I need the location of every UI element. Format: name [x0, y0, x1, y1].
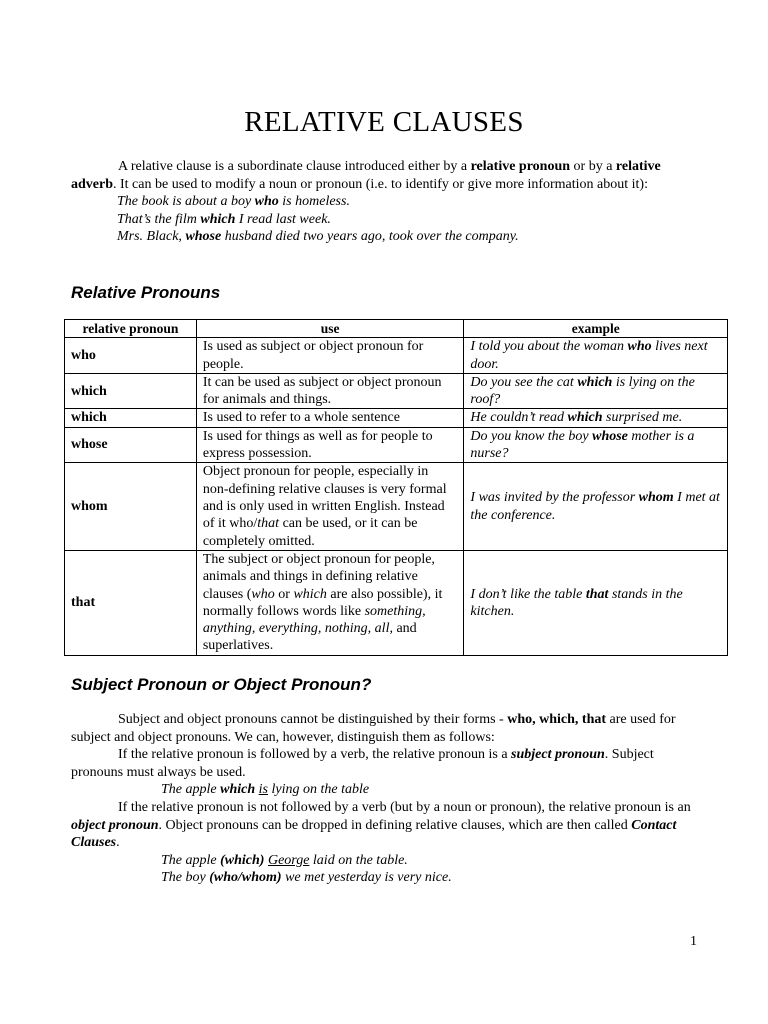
- object-example-2: The boy (who/whom) we met yesterday is very nice.: [161, 870, 452, 886]
- example-cell: Do you see the cat which is lying on the roof?: [464, 373, 728, 409]
- table-header: use: [196, 320, 464, 338]
- subject-object-section: [71, 711, 697, 887]
- document-title: RELATIVE CLAUSES: [244, 106, 524, 138]
- table-header: relative pronoun: [65, 320, 197, 338]
- example-cell: He couldn’t read which surprised me.: [464, 409, 728, 427]
- use-cell: Object pronoun for people, especially in non-defining relative clauses is very formal and is only used in written English. Instead of it who/that can be used, or it can be completely omitted.: [196, 463, 464, 550]
- pronoun-cell: whom: [65, 463, 197, 550]
- use-cell: It can be used as subject or object pronoun for animals and things.: [196, 373, 464, 409]
- intro-section: [71, 158, 697, 246]
- intro-example-2: That’s the film which I read last week.: [117, 211, 331, 227]
- body-paragraph-3: If the relative pronoun is not followed by a verb (but by a noun or pronoun), the relative pronoun is an object pronoun. Object pronouns can be dropped in defining relative clauses, which are then called Contact Clauses.: [71, 799, 691, 851]
- use-cell: The subject or object pronoun for people, animals and things in defining relative clauses (who or which are also possible), it normally follows words like something, anything, everything, nothing, all, and superlatives.: [196, 550, 464, 655]
- example-cell: I was invited by the professor whom I met at the conference.: [464, 463, 728, 550]
- example-cell: Do you know the boy whose mother is a nurse?: [464, 427, 728, 463]
- intro-paragraph: A relative clause is a subordinate clause introduced either by a relative pronoun or by a relative adverb. It can be used to modify a noun or pronoun (i.e. to identify or give more information about it):: [71, 159, 661, 192]
- pronoun-cell: which: [65, 409, 197, 427]
- example-cell: I told you about the woman who lives next door.: [464, 338, 728, 374]
- table-row: [65, 338, 728, 374]
- table-row: [65, 550, 728, 655]
- use-cell: Is used as subject or object pronoun for people.: [196, 338, 464, 374]
- use-cell: Is used to refer to a whole sentence: [196, 409, 464, 427]
- pronoun-cell: who: [65, 338, 197, 374]
- pronoun-cell: whose: [65, 427, 197, 463]
- object-example-1: The apple (which) George laid on the table.: [161, 852, 408, 868]
- subject-example: The apple which is lying on the table: [161, 782, 370, 798]
- body-paragraph-2: If the relative pronoun is followed by a verb, the relative pronoun is a subject pronoun. Subject pronouns must always be used.: [71, 747, 654, 780]
- section-heading-relative-pronouns: Relative Pronouns: [71, 283, 221, 302]
- body-paragraph-1: Subject and object pronouns cannot be distinguished by their forms - who, which, that are used for subject and object pronouns. We can, however, distinguish them as follows:: [71, 712, 676, 745]
- table-row: [65, 373, 728, 409]
- relative-pronoun-table: [64, 319, 728, 656]
- use-cell: Is used for things as well as for people to express possession.: [196, 427, 464, 463]
- intro-example-1: The book is about a boy who is homeless.: [117, 194, 350, 210]
- page-number: 1: [690, 934, 697, 949]
- section-heading-subject-object: Subject Pronoun or Object Pronoun?: [71, 675, 372, 694]
- table-header-row: [65, 320, 728, 338]
- table-row: [65, 427, 728, 463]
- pronoun-cell: which: [65, 373, 197, 409]
- table-header: example: [464, 320, 728, 338]
- table-row: [65, 463, 728, 550]
- pronoun-cell: that: [65, 550, 197, 655]
- example-cell: I don’t like the table that stands in the kitchen.: [464, 550, 728, 655]
- intro-example-3: Mrs. Black, whose husband died two years ago, took over the company.: [117, 229, 519, 245]
- table-row: [65, 409, 728, 427]
